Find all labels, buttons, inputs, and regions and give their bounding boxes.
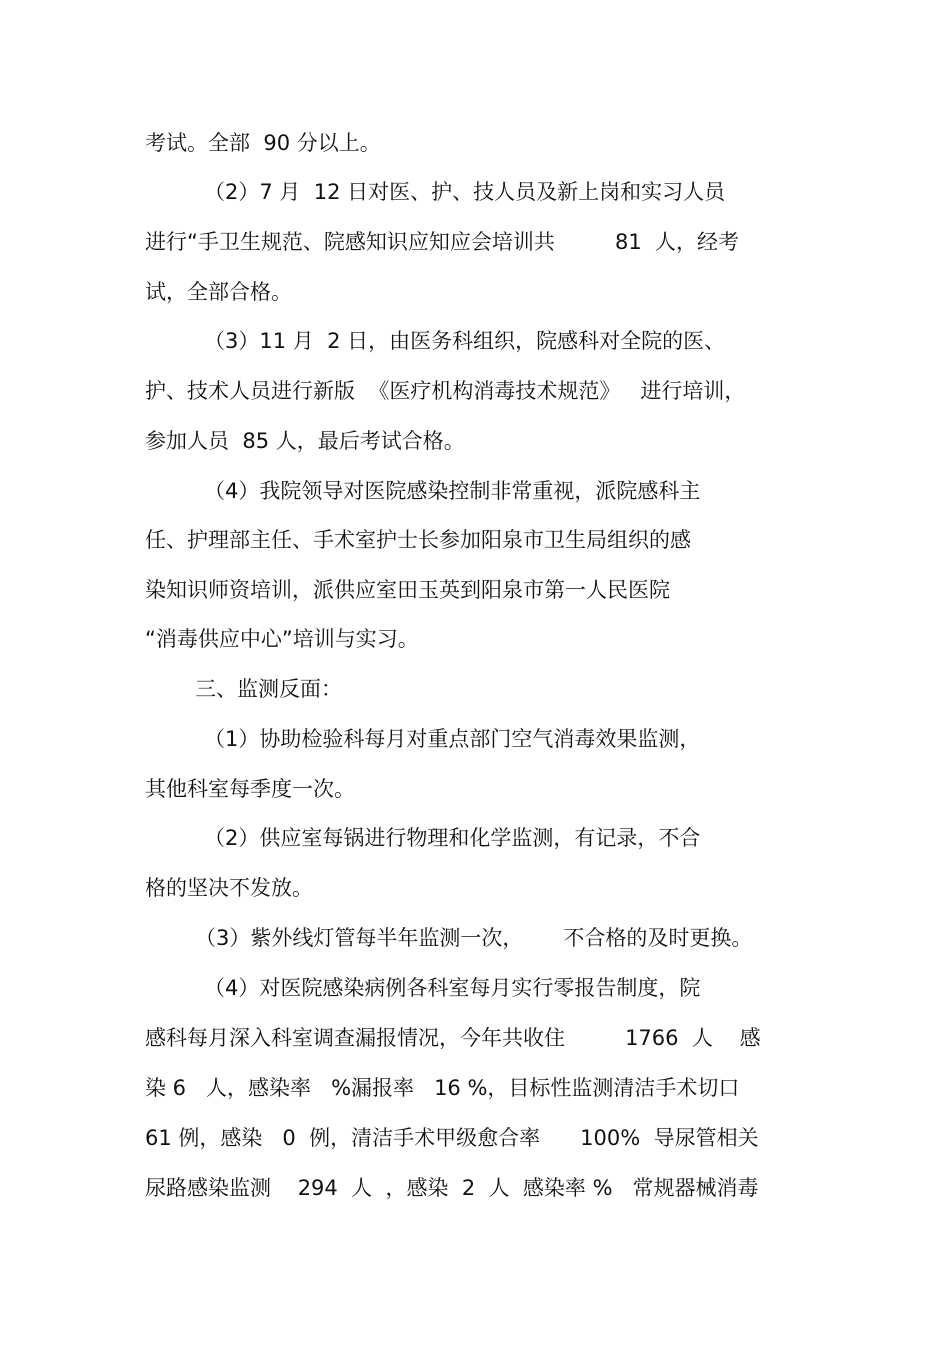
text-line: 进行“手卫生规范、院感知识应知应会培训共 81 人，经考 [145,230,740,254]
text-line: 参加人员 85 人，最后考试合格。 [145,429,465,453]
text-line: （4）对医院感染病例各科室每月实行零报告制度，院 [204,976,701,1000]
text-line: （4）我院领导对医院感染控制非常重视，派院感科主 [204,479,701,503]
text-line: 其他科室每季度一次。 [145,777,355,801]
text-line: “消毒供应中心”培训与实习。 [145,627,419,651]
section-heading: 三、监测反面： [195,677,342,701]
text-line: 任、护理部主任、手术室护士长参加阳泉市卫生局组织的感 [145,528,691,552]
text-line: 试，全部合格。 [145,280,292,304]
text-line: 格的坚决不发放。 [145,876,313,900]
text-line: 61 例，感染 0 例，清洁手术甲级愈合率 100% 导尿管相关 [145,1126,759,1150]
text-line: 感科每月深入科室调查漏报情况，今年共收住 1766 人 感 [145,1026,761,1050]
text-line: （2）7 月 12 日对医、护、技人员及新上岗和实习人员 [204,180,726,204]
text-line: 护、技术人员进行新版 《医疗机构消毒技术规范》 进行培训， [145,379,746,403]
text-line: 染知识师资培训，派供应室田玉英到阳泉市第一人民医院 [145,578,670,602]
text-line: 尿路感染监测 294 人 ，感染 2 人 感染率 % 常规器械消毒 [145,1176,759,1200]
text-line: （3）11 月 2 日，由医务科组织，院感科对全院的医、 [204,329,726,353]
text-line: 考试。全部 90 分以上。 [145,131,381,155]
text-line: （1）协助检验科每月对重点部门空气消毒效果监测， [204,727,701,751]
text-line: 染 6 人，感染率 %漏报率 16 %，目标性监测清洁手术切口 [145,1076,740,1100]
text-line: （3）紫外线灯管每半年监测一次， 不合格的及时更换。 [195,926,753,950]
text-line: （2）供应室每锅进行物理和化学监测，有记录，不合 [204,826,701,850]
